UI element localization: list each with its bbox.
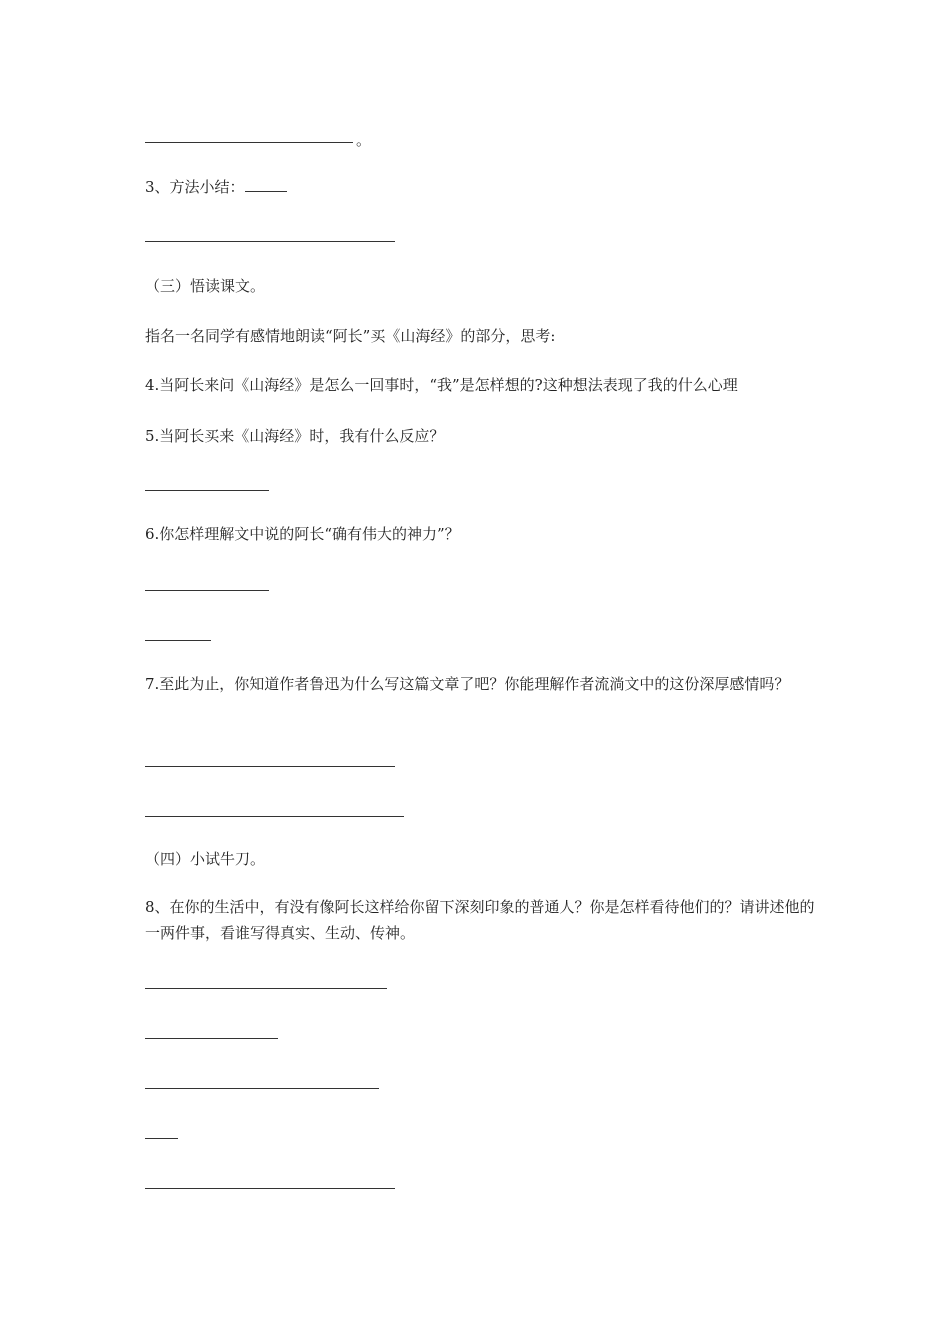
answer-blank[interactable]: [145, 590, 269, 591]
answer-blank[interactable]: [145, 490, 269, 491]
answer-blank[interactable]: [145, 142, 353, 143]
question-7: 7.至此为止，你知道作者鲁迅为什么写这篇文章了吧？你能理解作者流淌文中的这份深厚感情吗？: [145, 675, 790, 693]
answer-blank[interactable]: [145, 766, 395, 767]
answer-blank[interactable]: [145, 988, 387, 989]
answer-blank[interactable]: [145, 241, 395, 242]
answer-period: 。: [356, 131, 372, 149]
answer-blank-inline[interactable]: [245, 177, 287, 192]
question-3: [145, 175, 287, 199]
section-heading-3: （三）悟读课文。: [145, 277, 266, 295]
question-8: 8、在你的生活中，有没有像阿长这样给你留下深刻印象的普通人？你是怎样看待他们的？请讲述他的一两件事，看谁写得真实、生动、传神。: [145, 898, 815, 942]
instruction-text: 指名一名同学有感情地朗读“阿长”买《山海经》的部分，思考:: [145, 327, 556, 345]
answer-blank[interactable]: [145, 1038, 278, 1039]
answer-blank[interactable]: [145, 1088, 379, 1089]
question-4: 4.当阿长来问《山海经》是怎么一回事时，“我”是怎样想的?这种想法表现了我的什么心理: [145, 376, 738, 394]
question-6: 6.你怎样理解文中说的阿长“确有伟大的神力”？: [145, 525, 460, 543]
answer-blank[interactable]: [145, 640, 211, 641]
answer-blank[interactable]: [145, 1188, 395, 1189]
question-5: 5.当阿长买来《山海经》时，我有什么反应？: [145, 427, 445, 445]
question-3-text: 3、方法小结：: [145, 178, 245, 196]
answer-blank[interactable]: [145, 816, 404, 817]
answer-blank[interactable]: [145, 1138, 178, 1139]
section-heading-4: （四）小试牛刀。: [145, 850, 266, 868]
